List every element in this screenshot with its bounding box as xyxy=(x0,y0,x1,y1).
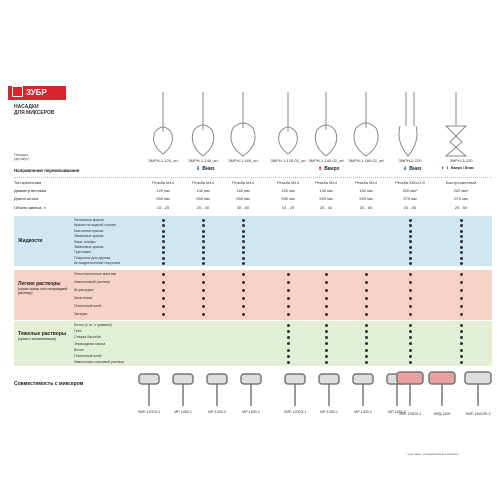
brand-mark-icon xyxy=(12,86,23,97)
material-label: Уплотнительные мастики xyxy=(74,272,117,276)
compat-dot xyxy=(365,313,368,316)
mixer-drawing-7 xyxy=(353,374,373,406)
compat-dot xyxy=(460,219,463,222)
compat-dot xyxy=(162,313,165,316)
arrow-down-icon: ⬇ xyxy=(446,166,450,170)
material-label: Затирки xyxy=(74,312,88,316)
compat-dot xyxy=(365,330,368,333)
mixer-name: ЗМР-1200Э-1 xyxy=(283,410,307,414)
arrow-up-icon: ⬆ xyxy=(318,166,323,172)
mixer-drawing-1 xyxy=(139,374,159,406)
attachment-drawing-5 xyxy=(315,92,336,156)
compat-dot xyxy=(460,330,463,333)
compat-dot xyxy=(365,273,368,276)
doc-title xyxy=(14,104,84,116)
brand-name: ЗУБР xyxy=(26,88,47,97)
mixer-drawing-4 xyxy=(241,374,261,406)
compat-dot xyxy=(325,289,328,292)
compat-dot xyxy=(162,251,165,254)
compat-dot xyxy=(365,297,368,300)
compat-dot xyxy=(162,257,165,260)
compat-dot xyxy=(409,297,412,300)
mixer-name: ЗМР-1200Э-1 xyxy=(137,410,161,414)
compat-dot xyxy=(287,297,290,300)
spec-value: 140 мм xyxy=(319,188,333,193)
compat-dot xyxy=(287,305,290,308)
spec-value: 20 - 40 xyxy=(319,205,333,210)
spec-value: Резьба М14 xyxy=(152,180,174,185)
spec-value: 590 мм xyxy=(236,196,250,201)
section-light-label xyxy=(18,281,72,295)
compat-dot xyxy=(202,289,205,292)
compat-dot xyxy=(460,355,463,358)
compat-dot xyxy=(242,251,245,254)
compat-dot xyxy=(162,305,165,308)
compat-dot xyxy=(325,305,328,308)
spec-value: 570 мм xyxy=(403,196,417,201)
compat-dot xyxy=(460,257,463,260)
compat-dot xyxy=(409,273,412,276)
compat-dot xyxy=(409,324,412,327)
compat-dot xyxy=(162,246,165,249)
compat-dot xyxy=(409,235,412,238)
product-name-3: ЗМРН-1-160_zrt xyxy=(228,158,258,163)
attachment-drawing-8 xyxy=(446,92,466,156)
compat-dot xyxy=(460,324,463,327)
compat-dot xyxy=(409,313,412,316)
compat-dot xyxy=(365,305,368,308)
spec-value: Резьба М14 xyxy=(315,180,337,185)
section-heavy-sub: (сухая с включениями) xyxy=(18,337,57,341)
product-name-6: ЗМРН-1-160-02_zrt xyxy=(348,158,384,163)
compat-dot xyxy=(287,361,290,364)
compat-dot xyxy=(409,246,412,249)
title-line-2: ДЛЯ МИКСЕРОВ xyxy=(14,110,55,116)
spec-value: 220 мм* xyxy=(453,188,469,193)
compat-dot xyxy=(202,281,205,284)
material-label: Гипс xyxy=(74,329,82,334)
compat-dot xyxy=(460,262,463,265)
compat-dot xyxy=(242,235,245,238)
compat-dot xyxy=(325,297,328,300)
compat-dot xyxy=(202,235,205,238)
spec-value: 590 мм xyxy=(156,196,170,201)
mixer-images xyxy=(135,370,500,410)
section-light-sub: (сухая смесь или полужидкий раствор) xyxy=(18,287,68,295)
material-label: Эмалевые краски xyxy=(74,245,104,249)
compat-dot xyxy=(409,262,412,265)
mixer-name: МРД-1400 xyxy=(433,412,451,416)
mixer-name: МР-1600-2 xyxy=(242,410,260,414)
material-label: Известковый раствор xyxy=(74,280,110,284)
compat-dot xyxy=(460,251,463,254)
compat-dot xyxy=(242,281,245,284)
compat-dot xyxy=(460,336,463,339)
compat-dot xyxy=(460,289,463,292)
attachment-drawing-7 xyxy=(399,92,417,156)
spec-value: 140 мм xyxy=(196,188,210,193)
material-label: Масляные краски xyxy=(74,228,104,233)
spec-value: Резьба М14 xyxy=(232,180,254,185)
material-label: Бетон xyxy=(74,347,84,352)
title-line-1: НАСАДКИ xyxy=(14,104,39,110)
material-label: Штукатурка xyxy=(74,288,94,292)
sku-label xyxy=(14,153,29,161)
product-name-4: ЗМРН-1-120-02_zrt xyxy=(270,158,306,163)
compat-dot xyxy=(409,230,412,233)
compat-dot xyxy=(325,273,328,276)
spec-value: 160 мм xyxy=(236,188,250,193)
product-name-5: ЗМРН-1-140-02_zrt xyxy=(308,158,344,163)
spec-value: Резьба М21x1.5 xyxy=(395,180,425,185)
mixer-name: ЗМР-1350Э-2 xyxy=(398,412,422,416)
attachment-drawing-4 xyxy=(279,92,298,154)
attachment-drawing-1 xyxy=(154,92,173,154)
mixer-drawing-10 xyxy=(429,372,455,406)
compat-dot xyxy=(409,251,412,254)
compat-dot xyxy=(162,273,165,276)
arrow-up-icon: ⬆ xyxy=(441,166,445,170)
compat-dot xyxy=(202,297,205,300)
material-label: Плиточный клей xyxy=(74,304,102,308)
compat-label: Совместимость с миксером xyxy=(14,381,84,387)
material-label: Латексные краски xyxy=(74,218,104,222)
compat-dot xyxy=(325,324,328,327)
compat-dot xyxy=(242,305,245,308)
compat-dot xyxy=(365,289,368,292)
compat-dot xyxy=(242,262,245,265)
compat-dot xyxy=(242,273,245,276)
compat-dot xyxy=(409,330,412,333)
spec-value: 20 - 50 xyxy=(403,205,417,210)
compat-dot xyxy=(162,235,165,238)
direction-down-1 xyxy=(196,166,214,172)
spec-value: Резьба М14 xyxy=(355,180,377,185)
compat-dot xyxy=(287,273,290,276)
spec-value: 20 - 40 xyxy=(196,205,210,210)
compat-dot xyxy=(162,224,165,227)
spec-value: 15 - 25 xyxy=(156,205,170,210)
compat-dot xyxy=(460,273,463,276)
product-name-8: ЗМРН-3-220 xyxy=(449,158,473,163)
compat-dot xyxy=(162,230,165,233)
attachment-drawing-6 xyxy=(354,92,378,156)
spec-value: 160 мм xyxy=(359,188,373,193)
spec-value: 20 - 50 xyxy=(454,205,468,210)
compat-dot xyxy=(242,313,245,316)
compat-dot xyxy=(409,355,412,358)
mixer-drawing-2 xyxy=(173,374,193,406)
product-name-7: ЗМРН-2-220 xyxy=(398,158,422,163)
mixer-name: МР-1050-1 xyxy=(320,410,338,414)
section-label-bg-heavy xyxy=(14,321,72,366)
compat-dot xyxy=(365,336,368,339)
attachment-drawings xyxy=(154,92,466,156)
compat-dot xyxy=(365,349,368,352)
compat-dot xyxy=(325,361,328,364)
compat-dot xyxy=(287,324,290,327)
spec-value: 590 мм xyxy=(196,196,210,201)
compat-dot xyxy=(202,230,205,233)
material-label: Плиточный клей xyxy=(74,354,102,358)
compat-dot xyxy=(325,336,328,339)
compat-dot xyxy=(460,230,463,233)
mixer-name: ЗМР-1400ЭП-3 xyxy=(465,412,491,416)
compat-dot xyxy=(325,355,328,358)
mixer-drawing-11 xyxy=(465,372,491,406)
compat-dot xyxy=(202,224,205,227)
compat-dot xyxy=(409,361,412,364)
material-label: Стяжка бассейн xyxy=(74,335,101,340)
attachment-images xyxy=(150,92,500,158)
spec-value: 120 мм xyxy=(281,188,295,193)
material-label: Антиадгезионные покрытия xyxy=(74,261,121,266)
spec-label-direction: Направление перемешивания xyxy=(14,168,80,173)
material-label: Краски на водной основе xyxy=(74,223,116,228)
direction-down-1-label: Вниз xyxy=(202,166,215,172)
sku-label-line-1: Насадка xyxy=(14,153,29,157)
compat-dot xyxy=(202,246,205,249)
compat-dot xyxy=(242,289,245,292)
material-label: Грунтовки xyxy=(74,250,91,255)
compat-dot xyxy=(409,219,412,222)
compat-dot xyxy=(202,219,205,222)
compat-dot xyxy=(242,230,245,233)
spec-value: Резьба М14 xyxy=(192,180,214,185)
compat-dot xyxy=(460,246,463,249)
material-label: Шпатлевка xyxy=(74,296,93,300)
footnote: * для пары, установленной в миксере xyxy=(406,452,459,456)
spec-value: 570 мм xyxy=(454,196,468,201)
mixer-name: МР-1400-2 xyxy=(354,410,372,414)
direction-up-label: Вверх xyxy=(324,166,340,172)
spec-value: Резьба М14 xyxy=(277,180,299,185)
section-heavy-name: Тяжелые растворы xyxy=(18,331,67,337)
material-label: Бетон (с гл. с гравием) xyxy=(74,323,112,327)
mixer-name: МР-1600-2 xyxy=(388,410,406,414)
compat-dot xyxy=(460,313,463,316)
sku-label-line-2: (артикул) xyxy=(14,157,30,161)
compat-dot xyxy=(202,257,205,260)
material-label: Лаки, олифы xyxy=(74,239,96,244)
compat-dot xyxy=(325,313,328,316)
material-label: Покрытия для дерева xyxy=(74,255,111,260)
compat-dot xyxy=(162,297,165,300)
compat-dot xyxy=(202,251,205,254)
material-label: Эмалевые краски xyxy=(74,234,104,239)
compat-dot xyxy=(242,257,245,260)
compat-dot xyxy=(409,224,412,227)
spec-value: 120 мм xyxy=(156,188,170,193)
compat-dot xyxy=(202,273,205,276)
section-liquids-name: Жидкости xyxy=(18,238,43,244)
compat-dot xyxy=(162,289,165,292)
compat-dot xyxy=(460,305,463,308)
compat-dot xyxy=(242,219,245,222)
mixer-name: МР-1050-1 xyxy=(174,410,192,414)
direction-down-2-label: Вниз xyxy=(409,166,422,172)
arrow-down-icon: ⬇ xyxy=(196,166,201,172)
spec-value: 590 мм xyxy=(281,196,295,201)
compat-dot xyxy=(460,349,463,352)
compat-dot xyxy=(242,246,245,249)
spec-value: 15 - 25 xyxy=(281,205,295,210)
compat-dot xyxy=(287,313,290,316)
spec-label-mount: Тип крепления xyxy=(14,180,42,185)
compat-dot xyxy=(460,281,463,284)
compat-dot xyxy=(287,281,290,284)
compat-dot xyxy=(365,324,368,327)
compat-dot xyxy=(325,281,328,284)
product-name-2: ЗМРН-1-140_zrt xyxy=(188,158,218,163)
compat-dot xyxy=(287,289,290,292)
compat-dot xyxy=(460,361,463,364)
compat-dot xyxy=(202,262,205,265)
compat-dot xyxy=(287,355,290,358)
mixer-drawing-6 xyxy=(319,374,339,406)
section-light-name: Легкие растворы xyxy=(18,281,61,287)
spec-value: 590 мм xyxy=(319,196,333,201)
compat-dot xyxy=(202,305,205,308)
mixer-drawing-9 xyxy=(397,372,423,406)
compat-dot xyxy=(365,281,368,284)
spec-value: 30 - 60 xyxy=(359,205,373,210)
direction-updown xyxy=(441,166,474,170)
direction-updown-label: Вверх / Вниз xyxy=(451,166,474,170)
material-label: Эпоксидная смола xyxy=(74,341,106,346)
compat-dot xyxy=(325,330,328,333)
spec-label-length: Длина штока xyxy=(14,196,39,201)
divider xyxy=(14,177,492,178)
compat-dot xyxy=(409,305,412,308)
material-label: Известково-гипсовый раствор xyxy=(74,360,125,365)
compat-dot xyxy=(242,297,245,300)
spec-label-volume: Объем замеса, л xyxy=(14,205,46,210)
spec-value: 590 мм xyxy=(359,196,373,201)
compat-dot xyxy=(460,224,463,227)
compat-dot xyxy=(365,361,368,364)
arrow-down-icon: ⬇ xyxy=(403,166,408,172)
spec-value: 220 мм* xyxy=(402,188,418,193)
section-liquids-label xyxy=(18,238,43,244)
spec-label-diameter: Диаметр венчика xyxy=(14,188,47,193)
compat-dot xyxy=(409,281,412,284)
compat-dot xyxy=(287,330,290,333)
mixer-drawings xyxy=(139,372,491,406)
brand-logo xyxy=(8,86,66,100)
compat-dot xyxy=(409,336,412,339)
compat-dot xyxy=(409,257,412,260)
compat-dot xyxy=(460,235,463,238)
direction-down-2 xyxy=(403,166,421,172)
compat-dot xyxy=(202,313,205,316)
compat-dot xyxy=(162,219,165,222)
product-name-1: ЗМРН-1-120_zrt xyxy=(148,158,178,163)
mixer-drawing-5 xyxy=(285,374,305,406)
compat-dot xyxy=(242,224,245,227)
mixer-drawing-3 xyxy=(207,374,227,406)
spec-value: 30 - 60 xyxy=(236,205,250,210)
compat-dot xyxy=(162,281,165,284)
section-heavy-label xyxy=(18,331,72,341)
compat-dot xyxy=(287,336,290,339)
mixer-name: МР-1400-2 xyxy=(208,410,226,414)
section-label-bg-light xyxy=(14,270,72,320)
spec-value: Быстросменный xyxy=(445,180,477,185)
compat-dot xyxy=(162,262,165,265)
attachment-drawing-2 xyxy=(192,92,213,156)
compat-dot xyxy=(409,289,412,292)
compat-dot xyxy=(287,349,290,352)
compat-dot xyxy=(460,297,463,300)
compat-dot xyxy=(365,355,368,358)
compat-dot xyxy=(325,349,328,352)
direction-up xyxy=(318,166,339,172)
attachment-drawing-3 xyxy=(231,92,255,156)
compat-dot xyxy=(409,349,412,352)
